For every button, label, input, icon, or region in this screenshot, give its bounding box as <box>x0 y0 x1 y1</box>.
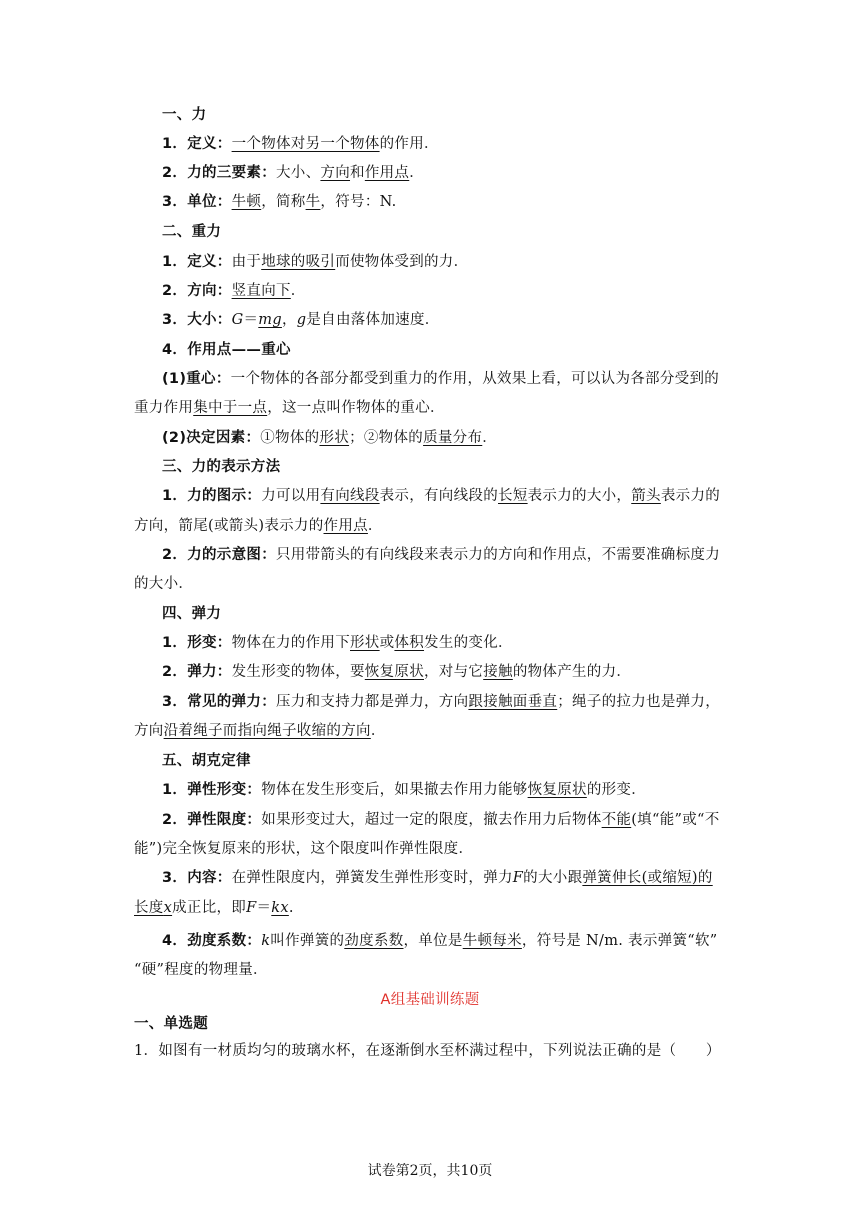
common-elastic-forces: 3．常见的弹力：压力和支持力都是弹力，方向跟接触面垂直；绳子的拉力也是弹力， <box>162 694 721 710</box>
gravity-point-of-action: 4．作用点——重心 <box>162 342 291 358</box>
elastic-limit-def-cont: 能”)完全恢复原来的形状，这个限度叫作弹性限度． <box>134 841 474 857</box>
force-diagram-cont: 方向，箭尾(或箭头)表示力的作用点． <box>134 518 383 534</box>
force-sketch-cont: 的大小． <box>134 576 194 592</box>
hooke-content: 3．内容：在弹性限度内，弹簧发生弹性形变时，弹力F的大小跟弹簧伸长(或缩短)的 <box>162 870 713 886</box>
force-three-elements: 2．力的三要素：大小、方向和作用点． <box>162 165 425 181</box>
stiffness-coefficient-cont: “硬”程度的物理量． <box>134 962 268 978</box>
section-heading-hooke: 五、胡克定律 <box>162 753 251 769</box>
elastic-deformation-def: 1．弹性形变：物体在发生形变后，如果撤去作用力能够恢复原状的形变． <box>162 782 647 798</box>
center-of-gravity-def-cont: 重力作用集中于一点，这一点叫作物体的重心． <box>134 400 445 416</box>
section-heading-gravity: 二、重力 <box>162 224 222 240</box>
force-diagram: 1．力的图示：力可以用有向线段表示，有向线段的长短表示力的大小，箭头表示力的 <box>162 488 721 504</box>
force-sketch: 2．力的示意图：只用带箭头的有向线段来表示力的方向和作用点，不需要准确标度力 <box>162 547 720 563</box>
group-title: A组基础训练题 <box>380 992 480 1008</box>
center-of-gravity-def: (1)重心：一个物体的各部分都受到重力的作用，从效果上看，可以认为各部分受到的 <box>162 371 720 387</box>
question-section-heading: 一、单选题 <box>134 1016 208 1032</box>
deformation-def: 1．形变：物体在力的作用下形状或体积发生的变化． <box>162 635 513 651</box>
common-elastic-forces-cont: 方向沿着绳子而指向绳子收缩的方向． <box>134 723 386 739</box>
force-unit: 3．单位：牛顿，简称牛，符号：N. <box>162 194 397 210</box>
section-heading-force: 一、力 <box>162 107 207 123</box>
center-of-gravity-factors: (2)决定因素：①物体的形状；②物体的质量分布． <box>162 430 498 446</box>
elastic-limit-def: 2．弹性限度：如果形变过大，超过一定的限度，撤去作用力后物体不能(填“能”或“不 <box>162 812 720 828</box>
elastic-force-def: 2．弹力：发生形变的物体，要恢复原状，对与它接触的物体产生的力． <box>162 664 632 680</box>
gravity-direction: 2．方向：竖直向下． <box>162 283 306 299</box>
gravity-definition: 1．定义：由于地球的吸引而使物体受到的力． <box>162 254 469 270</box>
force-definition: 1．定义：一个物体对另一个物体的作用． <box>162 136 439 152</box>
stiffness-coefficient: 4．劲度系数：k叫作弹簧的劲度系数，单位是牛顿每米，符号是 N/m. 表示弹簧“软” <box>162 933 718 949</box>
section-heading-elastic: 四、弹力 <box>162 606 222 622</box>
question-1: 1．如图有一材质均匀的玻璃水杯，在逐渐倒水至杯满过程中，下列说法正确的是（ ） <box>134 1043 721 1059</box>
section-heading-representation: 三、力的表示方法 <box>162 459 281 475</box>
hooke-content-cont: 长度x成正比，即F＝kx. <box>134 900 294 916</box>
gravity-magnitude: 3．大小：G＝mg，g是自由落体加速度． <box>162 312 440 328</box>
page-footer: 试卷第2页，共10页 <box>367 1163 493 1179</box>
